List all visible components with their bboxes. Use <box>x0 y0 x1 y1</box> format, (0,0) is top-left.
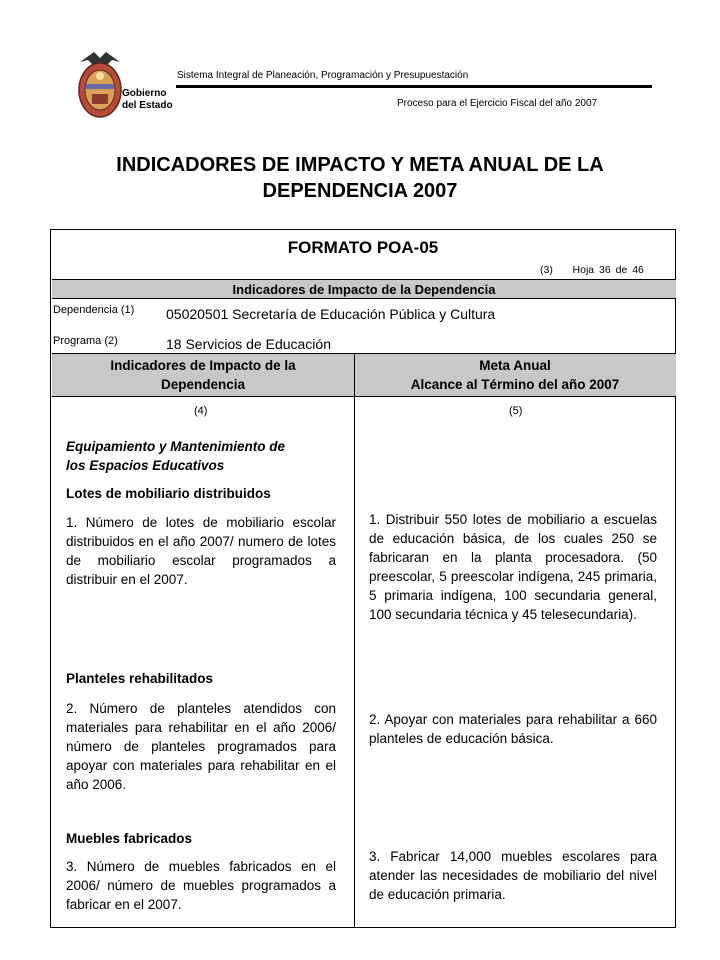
fiscal-process-label: Proceso para el Ejercicio Fiscal del año 2007 <box>397 98 598 109</box>
col1-number: (4) <box>194 405 208 417</box>
item-3-subtitle: Muebles fabricados <box>66 831 193 846</box>
item-1-subtitle: Lotes de mobiliario distribuidos <box>66 486 271 501</box>
page-title: INDICADORES DE IMPACTO Y META ANUAL DE LA DEPENDENCIA 2007 <box>116 154 604 202</box>
programa-value: 18 Servicios de Educación <box>166 336 331 352</box>
gobierno-del-estado-label: Gobierno del Estado <box>122 88 173 111</box>
dependencia-value: 05020501 Secretaría de Educación Pública y Cultura <box>166 306 496 322</box>
item-2-subtitle: Planteles rehabilitados <box>66 671 214 686</box>
item-1-meta: 1. Distribuir 550 lotes de mobiliario a escuelas de educación básica, de los cuales 250 se fabricaran en la planta procesadora. (50 preescolar, 5 preescolar indígena, 245 primaria, 5 primaria indígena, 100 secundaria general, 100 secundaria técnica y 45 telesecundaria). <box>369 512 657 622</box>
item-2-meta: 2. Apoyar con materiales para rehabilitar a 660 planteles de educación básica. <box>369 712 657 746</box>
page-counter: (3) Hoja 36 de 46 <box>540 264 644 276</box>
dependencia-label: Dependencia (1) <box>53 304 135 316</box>
col2-number: (5) <box>509 405 523 417</box>
programa-label: Programa (2) <box>53 335 118 347</box>
item-3-meta: 3. Fabricar 14,000 muebles escolares para atender las necesidades de mobiliario del nivel de educación primaria. <box>369 849 657 902</box>
state-coat-of-arms-logo <box>74 44 126 120</box>
group-title: Equipamiento y Mantenimiento de los Espacios Educativos <box>66 439 286 473</box>
section-header: Indicadores de Impacto de la Dependencia <box>52 279 676 299</box>
item-3-indicator: 3. Número de muebles fabricados en el 2006/ número de muebles programados a fabricar en el 2007. <box>66 859 336 912</box>
item-1-indicator: 1. Número de lotes de mobiliario escolar distribuidos en el año 2007/ numero de lotes de mobiliario escolar programados a distribuir en el 2007. <box>66 515 336 587</box>
column-divider <box>354 353 355 928</box>
column-header-band <box>52 353 676 397</box>
form-code: FORMATO POA-05 <box>287 238 439 257</box>
col2-header: Meta Anual Alcance al Término del año 2007 <box>410 358 620 392</box>
header-divider <box>176 85 652 88</box>
col1-header: Indicadores de Impacto de la Dependencia <box>110 358 296 392</box>
system-name: Sistema Integral de Planeación, Programación y Presupuestación <box>177 70 469 81</box>
item-2-indicator: 2. Número de planteles atendidos con materiales para rehabilitar en el año 2006/ número de planteles programados para apoyar con materiales para rehabilitar en el año 2006. <box>66 701 336 792</box>
